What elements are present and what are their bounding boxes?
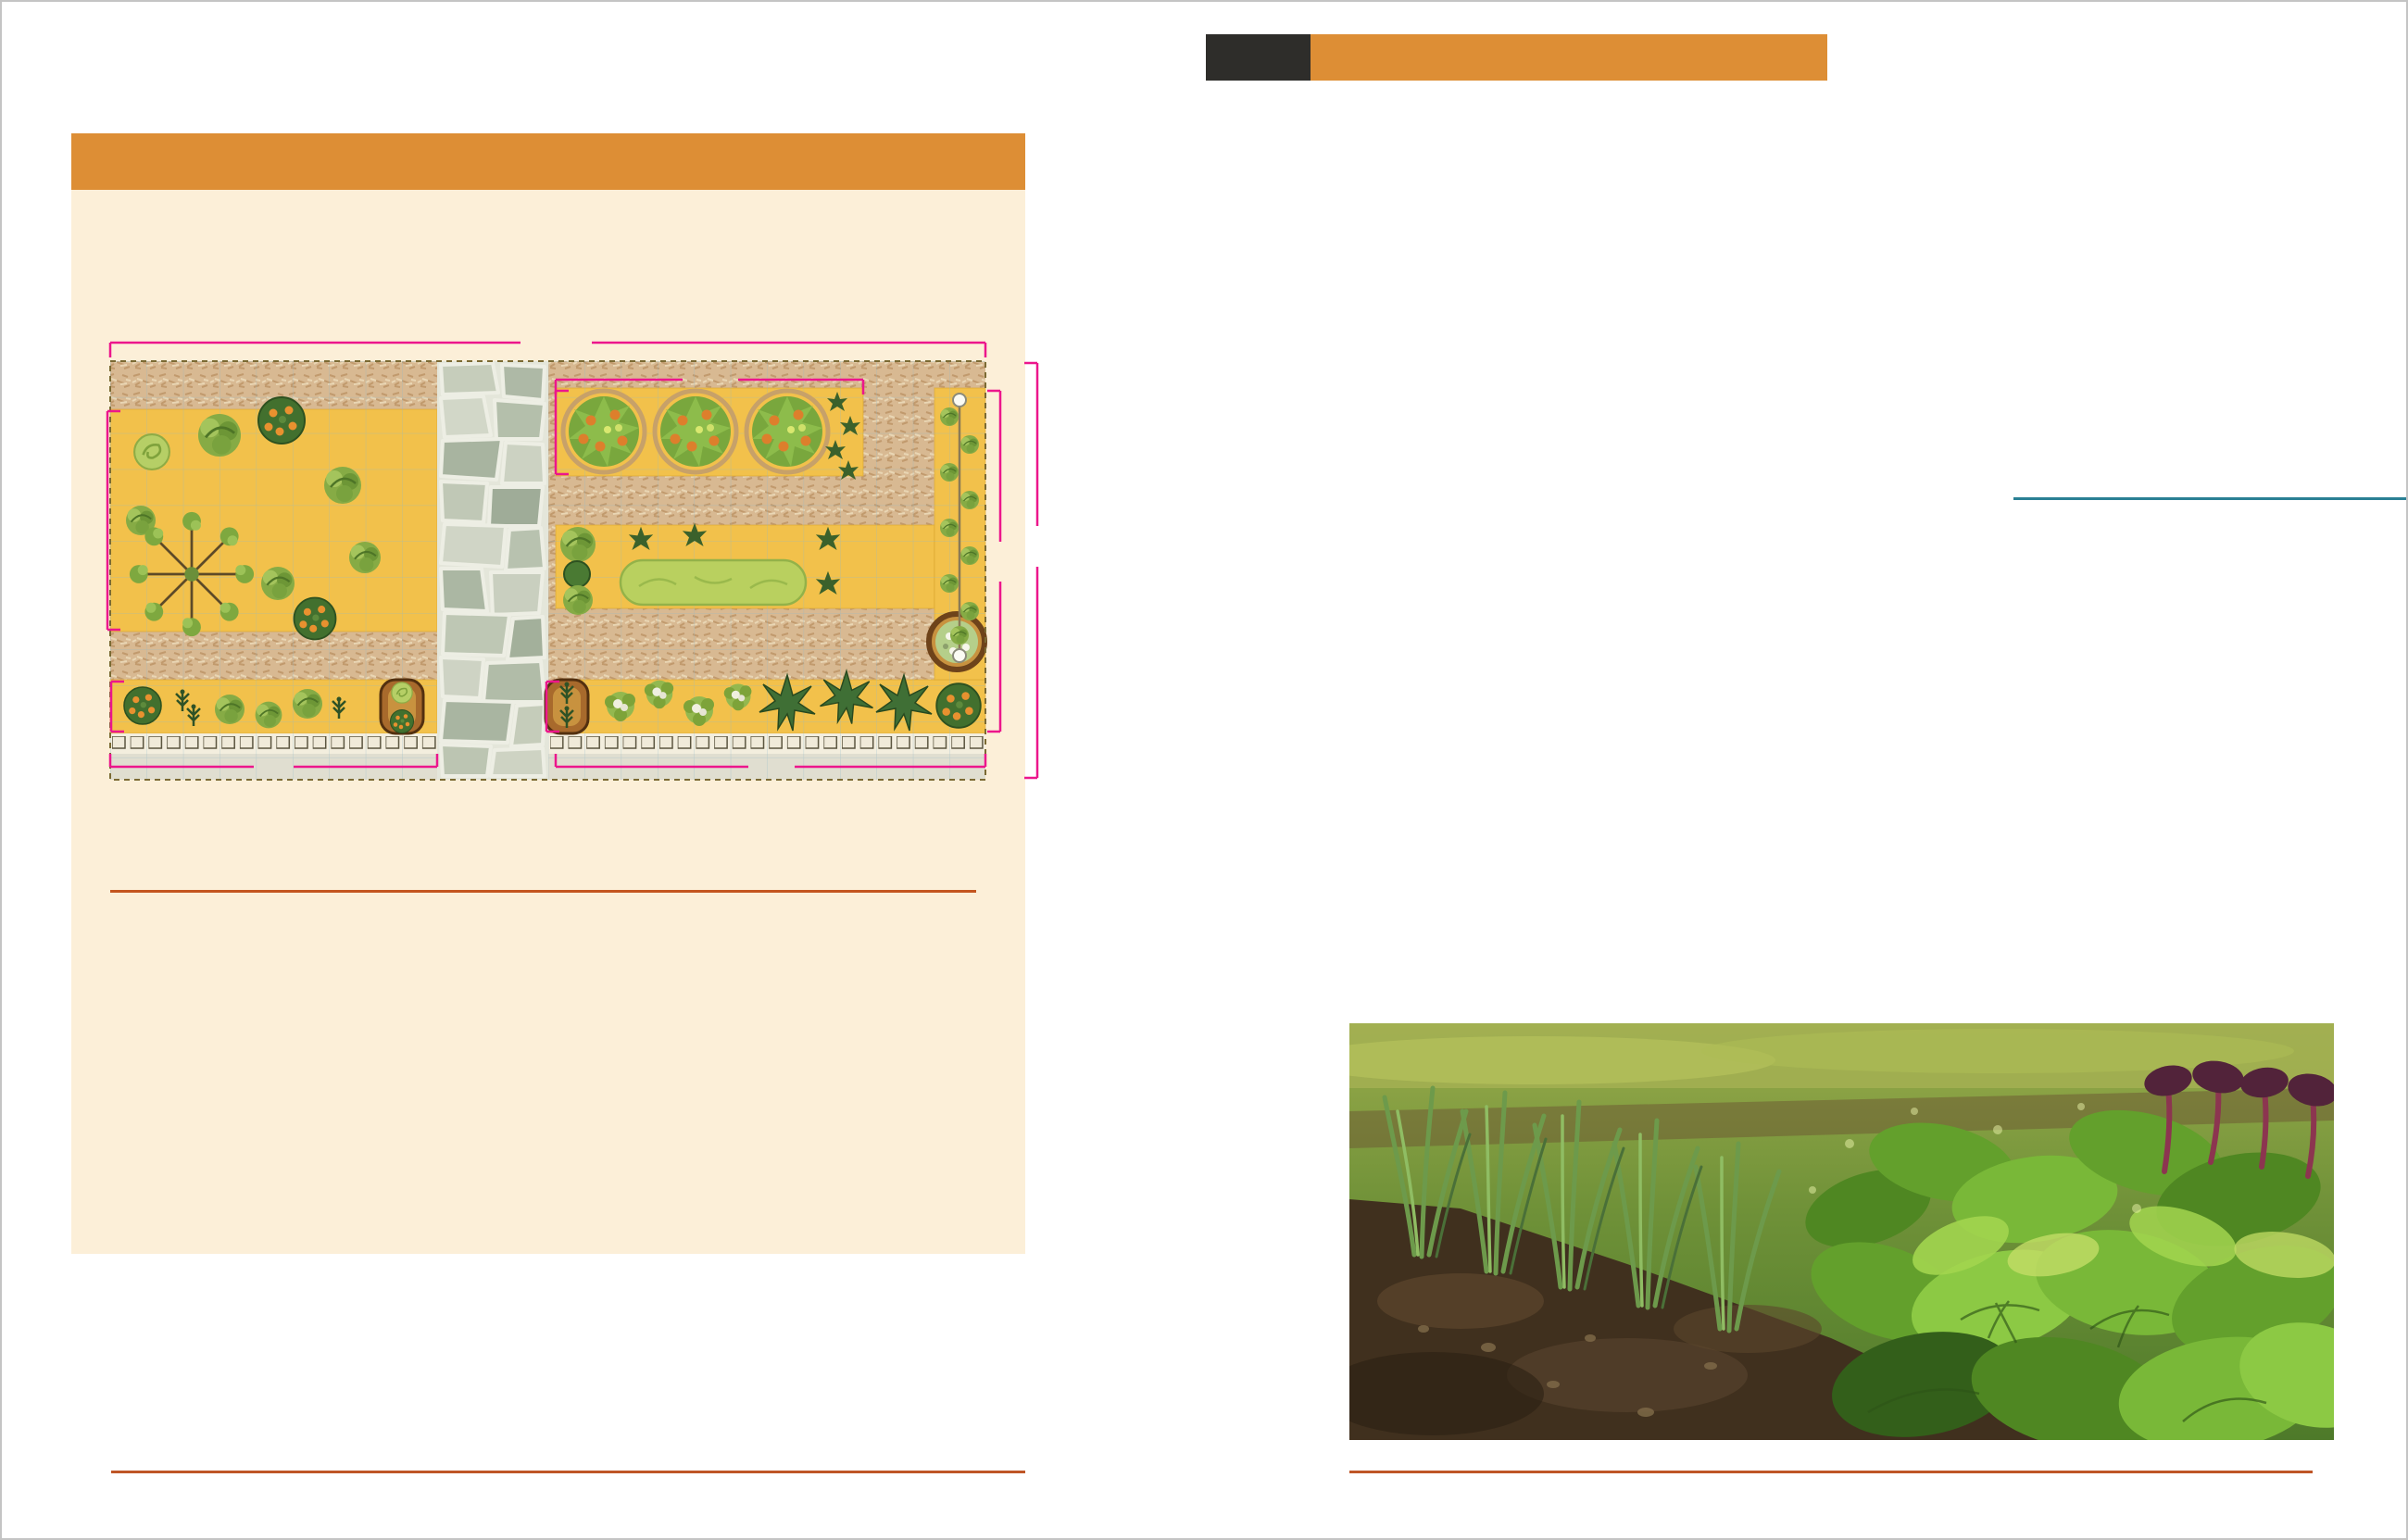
year-three-header-bar	[71, 133, 1025, 190]
garden-photo	[1349, 1023, 2334, 1440]
garden-plan-illustration	[57, 326, 1058, 817]
footer-rule-left	[111, 1471, 1025, 1473]
chapter-banner	[1311, 34, 1827, 81]
chapter-badge	[1206, 34, 1311, 81]
yield-rule	[110, 890, 976, 893]
sidebar-rule	[2013, 497, 2408, 500]
footer-rule-right	[1349, 1471, 2313, 1473]
flagstone-path	[437, 361, 548, 780]
